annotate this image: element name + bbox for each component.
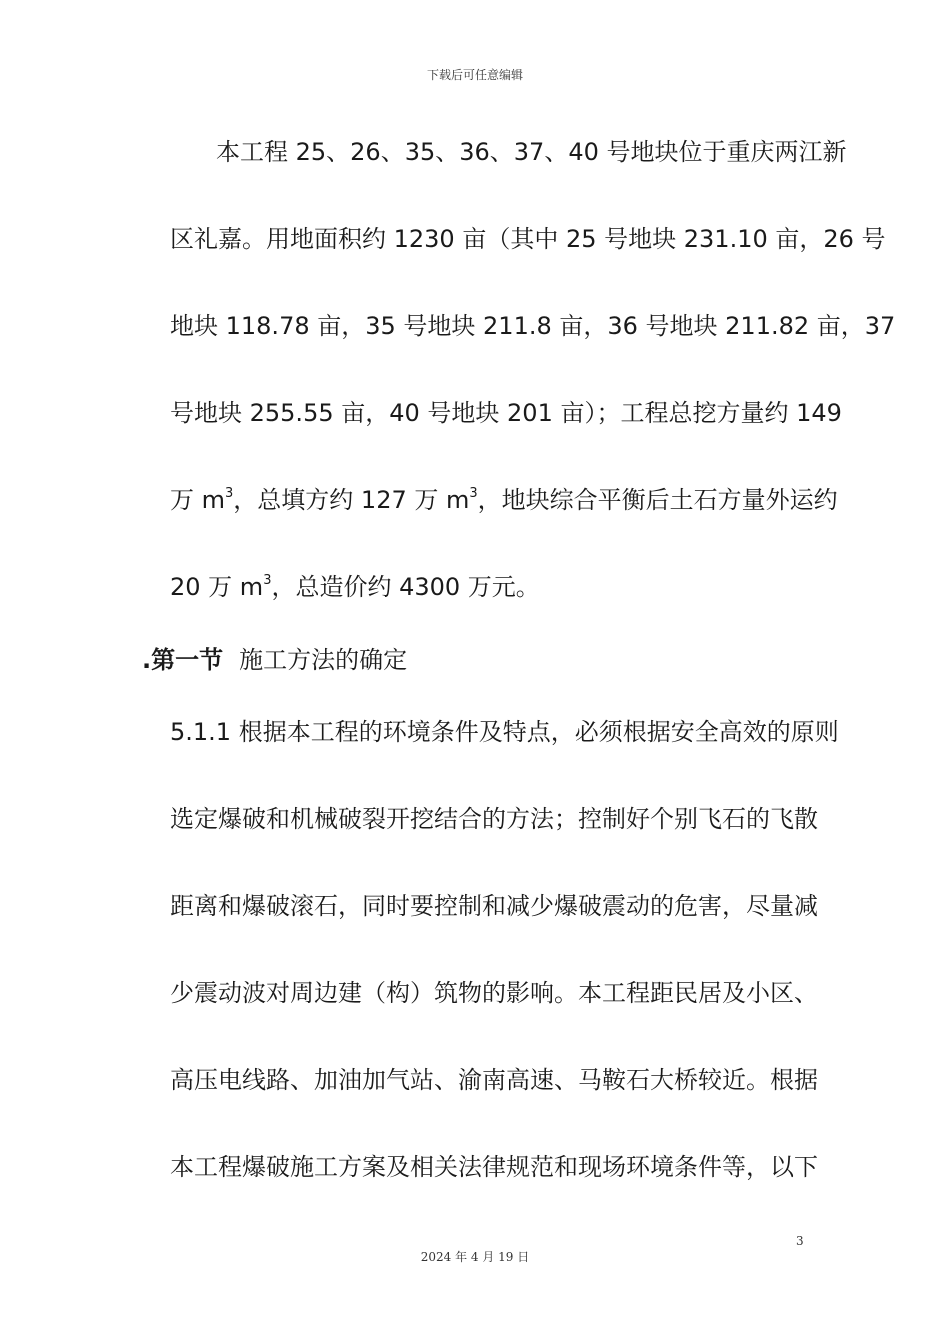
section-number: .第一节	[142, 646, 224, 674]
superscript: 3	[225, 486, 234, 501]
paragraph-line: 区礼嘉。用地面积约 1230 亩（其中 25 号地块 231.10 亩，26 号	[170, 225, 886, 253]
paragraph-line: 号地块 255.55 亩，40 号地块 201 亩）；工程总挖方量约 149	[170, 399, 842, 427]
text-run: ，总填方约 127 万 m	[233, 486, 470, 514]
paragraph-line: 距离和爆破滚石，同时要控制和减少爆破震动的危害，尽量减	[170, 892, 818, 920]
page-number: 3	[796, 1234, 804, 1248]
text-run: ，总造价约 4300 万元。	[271, 573, 540, 601]
superscript: 3	[263, 573, 272, 588]
text-run: 20 万 m	[170, 573, 264, 601]
superscript: 3	[469, 486, 478, 501]
paragraph-line: 本工程 25、26、35、36、37、40 号地块位于重庆两江新	[216, 138, 847, 166]
paragraph-line: 少震动波对周边建（构）筑物的影响。本工程距民居及小区、	[170, 979, 818, 1007]
page-header: 下载后可任意编辑	[426, 68, 523, 82]
paragraph-line	[170, 571, 810, 603]
paragraph-line: 5.1.1 根据本工程的环境条件及特点，必须根据安全高效的原则	[170, 718, 839, 746]
page-footer-date: 2024 年 4 月 19 日	[420, 1250, 530, 1264]
section-heading	[142, 644, 407, 676]
paragraph-line: 本工程爆破施工方案及相关法律规范和现场环境条件等，以下	[170, 1153, 818, 1181]
paragraph-line	[170, 484, 838, 516]
section-title: 施工方法的确定	[239, 646, 408, 674]
text-run: 万 m	[170, 486, 226, 514]
paragraph-line: 选定爆破和机械破裂开挖结合的方法；控制好个别飞石的飞散	[170, 805, 818, 833]
paragraph-line: 高压电线路、加油加气站、渝南高速、马鞍石大桥较近。根据	[170, 1066, 818, 1094]
paragraph-line: 地块 118.78 亩，35 号地块 211.8 亩，36 号地块 211.82 亩，37	[170, 312, 896, 340]
text-run: ，地块综合平衡后土石方量外运约	[477, 486, 838, 514]
